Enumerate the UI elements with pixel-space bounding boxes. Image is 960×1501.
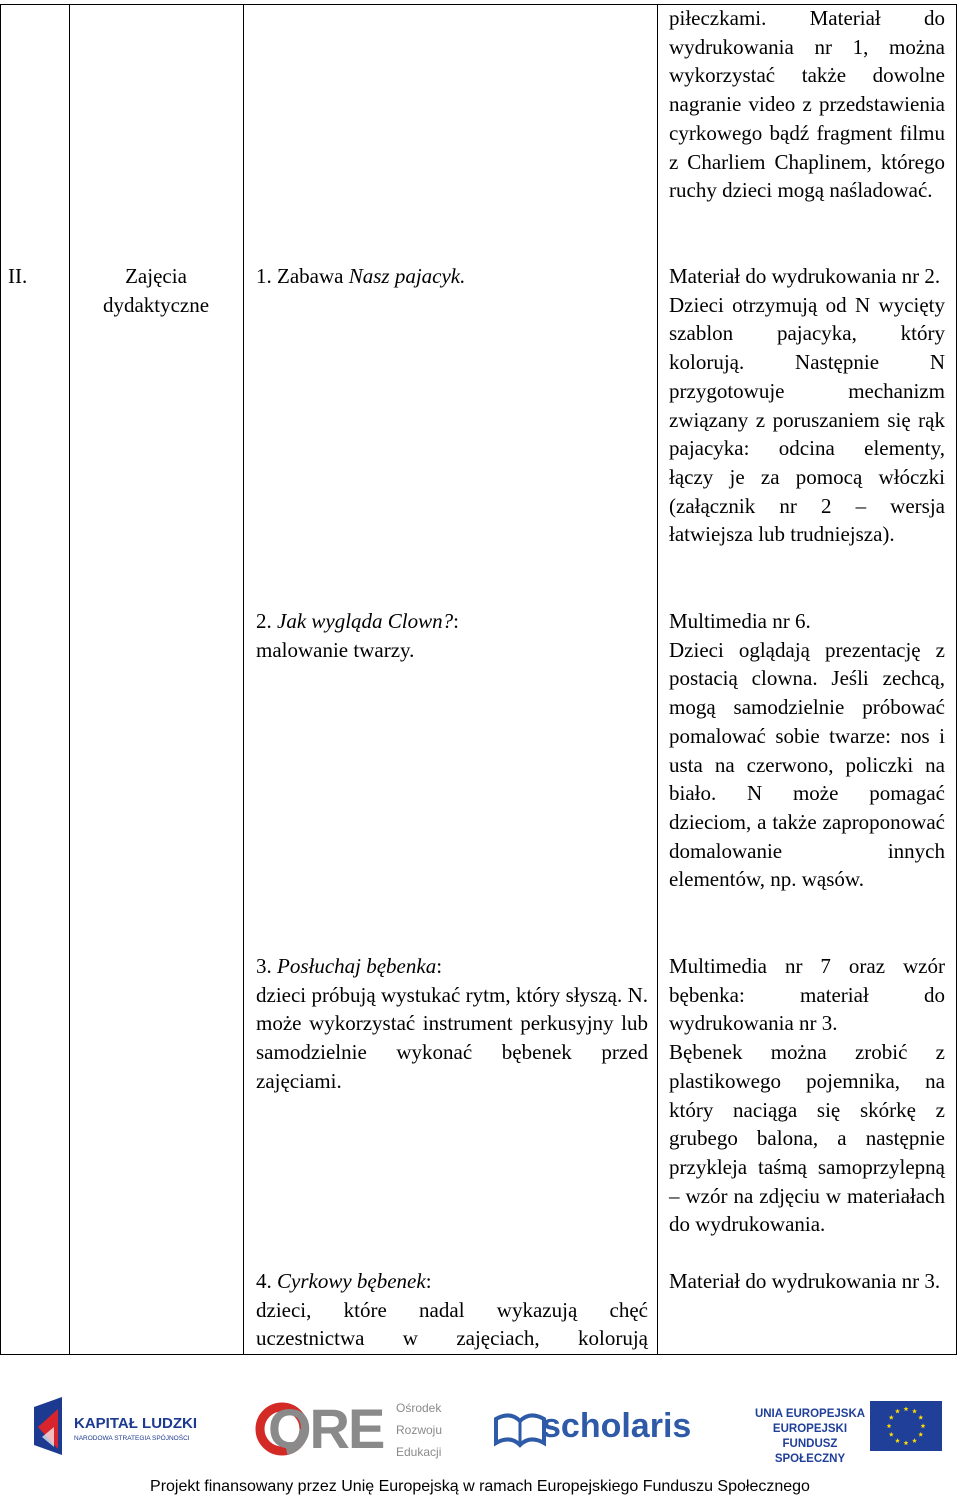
ore-logo (254, 1393, 464, 1465)
item-1-title: 1. Zabawa Nasz pajacyk. (256, 264, 466, 288)
ore-mark-text: ORE (268, 1397, 384, 1460)
table-bottom-border-right (243, 1354, 957, 1355)
table-col-line-3 (657, 4, 658, 1355)
item-3-material (669, 952, 945, 1239)
ore-line-2: Rozwoju (396, 1423, 443, 1437)
item-2-desc: malowanie twarzy. (256, 637, 415, 662)
item-4-material-ref: Materiał do wydrukowania nr 3. (669, 1269, 941, 1293)
kapital-ludzki-title: KAPITAŁ LUDZKI (74, 1415, 198, 1432)
item-3-title: 3. Posłuchaj bębenka: dzieci próbują wystukać rytm, który słyszą. N. może wykorzystać instrument perkusyjny lub samodzielnie wykonać bębenek przed zajęciami. (256, 952, 648, 1096)
footer-text: Projekt finansowany przez Unię Europejską w ramach Europejskiego Funduszu Społecznego (150, 1478, 810, 1495)
eu-line-1: UNIA EUROPEJSKA (754, 1408, 866, 1420)
scholaris-name: scholaris (542, 1407, 692, 1445)
item-3-desc: dzieci próbują wystukać rytm, który słyszą. N. może wykorzystać instrument perkusyjny lub samodzielnie wykonać bębenek przed zajęciami. (256, 982, 648, 1093)
item-3-material-desc: Bębenek można zrobić z plastikowego pojemnika, na który naciąga się skórkę z grubego balona, a następnie przykleja taśmą samoprzylepną – wzór na zdjęciu w materiałach do wydrukowania. (669, 1040, 945, 1237)
table-col-line-0 (0, 4, 1, 1355)
table-col-line-2 (243, 4, 244, 1355)
item-2-title: 2. Jak wygląda Clown?: malowanie twarzy. (256, 607, 648, 664)
row-number: II. (8, 264, 28, 288)
top-materials: piłeczkami. Materiał do wydrukowania nr 1, można wykorzystać także dowolne nagranie video z przedstawienia cyrkowego bądź fragment filmu z Charliem Chaplinem, którego ruchy dzieci mogą naśladować. (669, 6, 945, 203)
item-4-title: 4. Cyrkowy bębenek: dzieci, które nadal wykazują chęć uczestnictwa w zajęciach, kolorują (256, 1267, 648, 1353)
scholaris-logo (490, 1393, 695, 1465)
table-col-line-1 (69, 4, 70, 1355)
kapital-ludzki-logo (28, 1393, 213, 1465)
item-1-material (669, 262, 945, 549)
scholaris-book-icon (490, 1393, 550, 1465)
ore-line-3: Edukacji (396, 1445, 442, 1459)
item-3-material-ref: Multimedia nr 7 oraz wzór bębenka: materiał do wydrukowania nr 3. (669, 954, 945, 1036)
kapital-ludzki-subtitle: NARODOWA STRATEGIA SPÓJNOŚCI (74, 1435, 190, 1442)
item-4-material (669, 1267, 945, 1296)
item-2-material (669, 607, 945, 894)
table-col-line-4 (956, 4, 957, 1355)
activity-type: Zajęcia dydaktyczne (102, 264, 210, 317)
item-1-material-desc: Dzieci otrzymują od N wycięty szablon pajacyka, który kolorują. Następnie N przygotowuje mechanizm związany z poruszaniem się rąk pajacyka: odcina elementy, łączy je za pomocą włóczki (załącznik nr 2 – wersja łatwiejsza lub trudniejsza). (669, 292, 945, 547)
item-2-material-desc: Dzieci oglądają prezentację z postacią clowna. Jeśli zechcą, mogą samodzielnie próbować pomalować sobie twarze: nos i usta na czerwono, policzki na biało. N może pomagać dzieciom, a także zaproponować domalowanie innych elementów, np. wąsów. (669, 637, 945, 892)
item-4-desc: dzieci, które nadal wykazują chęć uczestnictwa w zajęciach, kolorują (256, 1297, 648, 1351)
item-2-material-ref: Multimedia nr 6. (669, 609, 811, 633)
eu-logo (752, 1393, 942, 1465)
item-1-material-ref: Materiał do wydrukowania nr 2. (669, 264, 941, 288)
eu-line-2: EUROPEJSKI (772, 1423, 848, 1435)
ore-line-1: Ośrodek (396, 1401, 442, 1415)
eu-flag-icon (870, 1401, 942, 1457)
table-bottom-border-left (0, 1354, 243, 1355)
eu-line-3: FUNDUSZ SPOŁECZNY (774, 1438, 846, 1465)
